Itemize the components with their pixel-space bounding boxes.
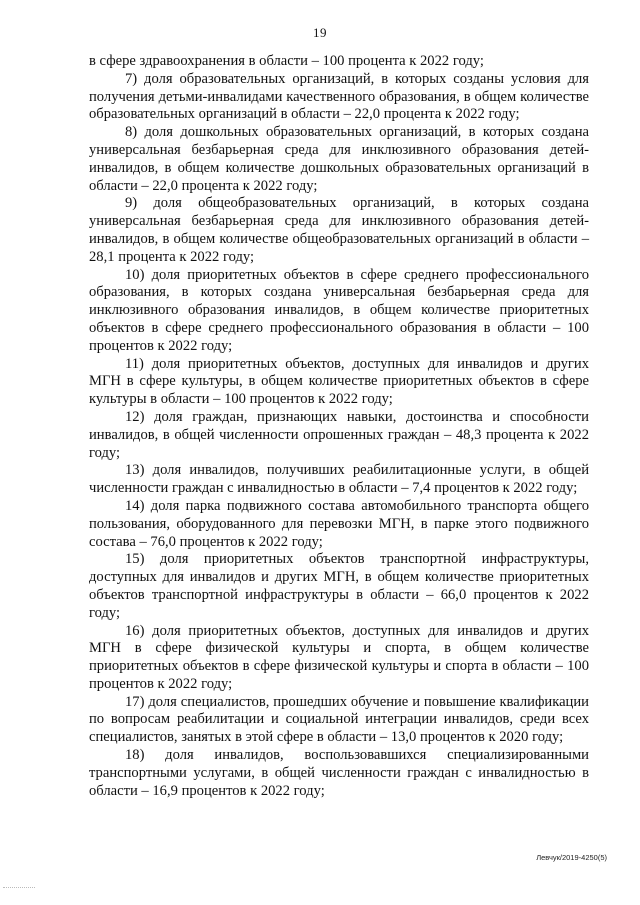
- paragraph-item-18: 18) доля инвалидов, воспользовавшихся специализированными транспортными услугами, в общей численности граждан с инвалидностью в области – 16,9 процентов к 2022 году;: [89, 747, 589, 799]
- paragraph-item-7: 7) доля образовательных организаций, в которых созданы условия для получения детьми-инвалидами качественного образования, в общем количестве образовательных организаций в области – 22,0 процента к 2022 году;: [89, 70, 589, 123]
- paragraph-item-9: 9) доля общеобразовательных организаций, в которых создана универсальная безбарьерная среда для инклюзивного образования детей-инвалидов, в общем количестве общеобразовательных организаций в области – 28,1 процента к 2022 году;: [89, 195, 589, 265]
- paragraph-item-16: 16) доля приоритетных объектов, доступных для инвалидов и других МГН в сфере физической культуры и спорта, в общем количестве приоритетных объектов в сфере физической культуры и спорта в области – 100 процентов к 2022 году;: [89, 622, 589, 692]
- scan-margin-mark: [3, 887, 35, 890]
- paragraph-item-10: 10) доля приоритетных объектов в сфере среднего профессионального образования, в которых создана универсальная безбарьерная среда для инклюзивного образования инвалидов, в общем количестве приоритетных объектов в сфере среднего профессионального образования в области – 100 процентов к 2022 году;: [89, 266, 589, 354]
- paragraph-item-15: 15) доля приоритетных объектов транспортной инфраструктуры, доступных для инвалидов и других МГН, в общем количестве приоритетных объектов транспортной инфраструктуры в области – 66,0 процентов к 2022 году;: [89, 551, 589, 621]
- paragraph-item-11: 11) доля приоритетных объектов, доступных для инвалидов и других МГН в сфере культуры, в общем количестве приоритетных объектов в сфере культуры в области – 100 процентов к 2022 году;: [89, 355, 589, 408]
- paragraph-item-8: 8) доля дошкольных образовательных организаций, в которых создана универсальная безбарьерная среда для инклюзивного образования детей-инвалидов, в общем количестве дошкольных образовательных организаций в области – 22,0 процента к 2022 году;: [89, 124, 589, 194]
- paragraph-continuation: в сфере здравоохранения в области – 100 процента к 2022 году;: [89, 53, 484, 69]
- paragraph-item-12: 12) доля граждан, признающих навыки, достоинства и способности инвалидов, в общей численности опрошенных граждан – 48,3 процента к 2022 году;: [89, 408, 589, 461]
- paragraph-item-17: 17) доля специалистов, прошедших обучение и повышение квалификации по вопросам реабилитации и социальной интеграции инвалидов, среди всех специалистов, занятых в этой сфере в области – 13,0 процентов к 2020 году;: [89, 693, 589, 746]
- document-body: [89, 53, 589, 800]
- paragraph-item-13: 13) доля инвалидов, получивших реабилитационные услуги, в общей численности граждан с инвалидностью в области – 7,4 процентов к 2022 году;: [89, 462, 589, 497]
- page-number: 19: [313, 25, 327, 40]
- paragraph-item-14: 14) доля парка подвижного состава автомобильного транспорта общего пользования, оборудованного для перевозки МГН, в парке этого подвижного состава – 76,0 процентов к 2022 году;: [89, 497, 589, 550]
- document-code: Левчук/2019-4250(5): [536, 853, 607, 862]
